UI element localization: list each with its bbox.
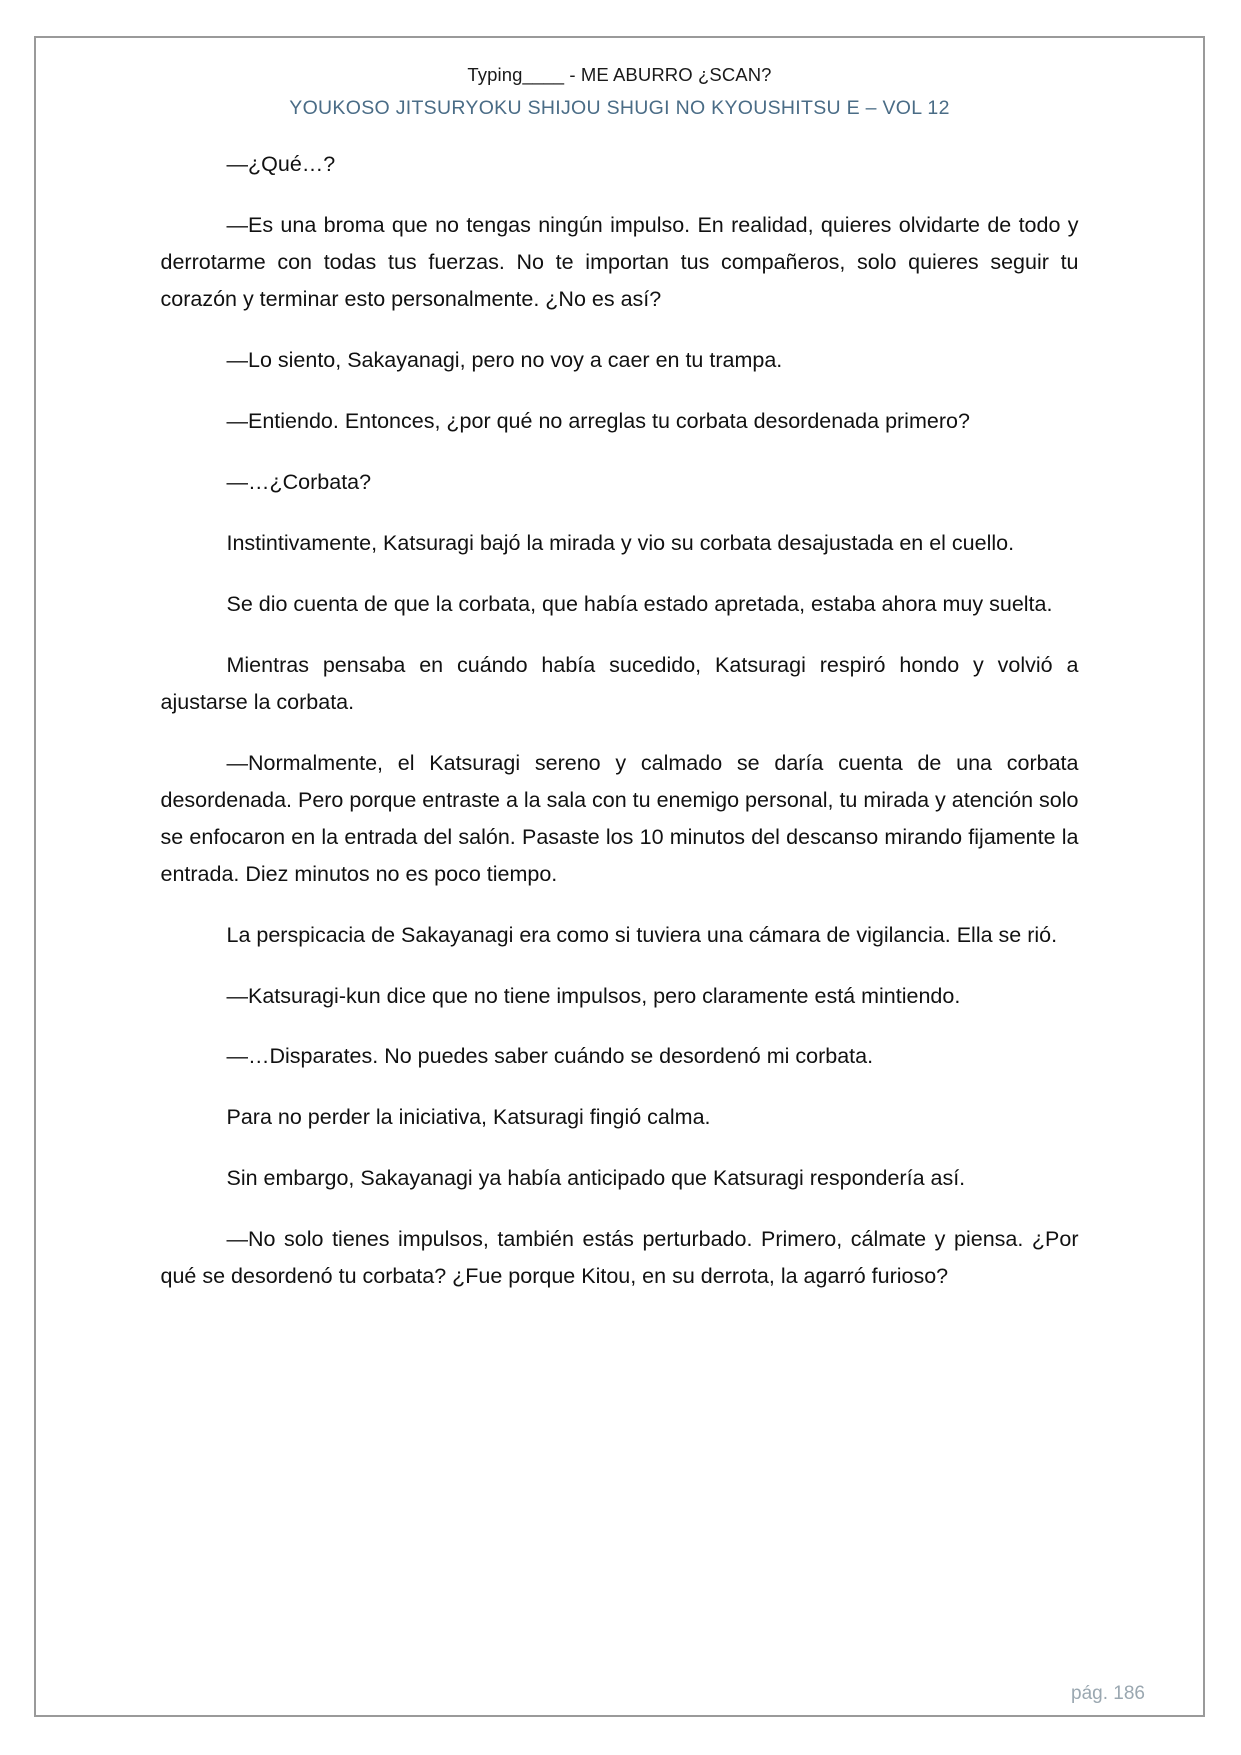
paragraph: —Es una broma que no tengas ningún impulso. En realidad, quieres olvidarte de todo y derrotarme con todas tus fuerzas. No te importan tus compañeros, solo quieres seguir tu corazón y terminar esto personalmente. ¿No es así? [160,212,1079,311]
paragraph: —…¿Corbata? [226,469,372,494]
paragraph: Instintivamente, Katsuragi bajó la mirada y vio su corbata desajustada en el cuello. [226,530,1015,555]
document-page [34,36,1205,1717]
page-number: pág. 186 [1071,1683,1145,1704]
page-content [36,64,1203,1741]
paragraph: —Lo siento, Sakayanagi, pero no voy a caer en tu trampa. [226,347,783,372]
page-header [36,64,1203,120]
header-typing-credit: Typing____ - ME ABURRO ¿SCAN? [467,64,772,85]
header-series-title: YOUKOSO JITSURYOKU SHIJOU SHUGI NO KYOUSHITSU E – VOL 12 [289,97,950,119]
paragraph: Mientras pensaba en cuándo había sucedido, Katsuragi respiró hondo y volvió a ajustarse la corbata. [160,652,1079,714]
document-body [161,120,1079,1295]
paragraph: Para no perder la iniciativa, Katsuragi fingió calma. [226,1105,711,1130]
paragraph: —Entiendo. Entonces, ¿por qué no arreglas tu corbata desordenada primero? [226,408,970,433]
paragraph: —Katsuragi-kun dice que no tiene impulsos, pero claramente está mintiendo. [226,983,961,1008]
paragraph: La perspicacia de Sakayanagi era como si tuviera una cámara de vigilancia. Ella se rió. [226,922,1058,947]
paragraph: —Normalmente, el Katsuragi sereno y calmado se daría cuenta de una corbata desordenada. Pero porque entraste a la sala con tu enemigo personal, tu mirada y atención solo se enfocaron en la entrada del salón. Pasaste los 10 minutos del descanso mirando fijamente la entrada. Diez minutos no es poco tiempo. [160,750,1079,886]
paragraph: Se dio cuenta de que la corbata, que había estado apretada, estaba ahora muy suelta. [226,591,1053,616]
paragraph: —No solo tienes impulsos, también estás perturbado. Primero, cálmate y piensa. ¿Por qué se desordenó tu corbata? ¿Fue porque Kitou, en su derrota, la agarró furioso? [160,1227,1079,1289]
paragraph: —¿Qué…? [226,152,336,176]
paragraph: Sin embargo, Sakayanagi ya había anticipado que Katsuragi respondería así. [226,1166,966,1191]
paragraph: —…Disparates. No puedes saber cuándo se desordenó mi corbata. [226,1044,874,1069]
